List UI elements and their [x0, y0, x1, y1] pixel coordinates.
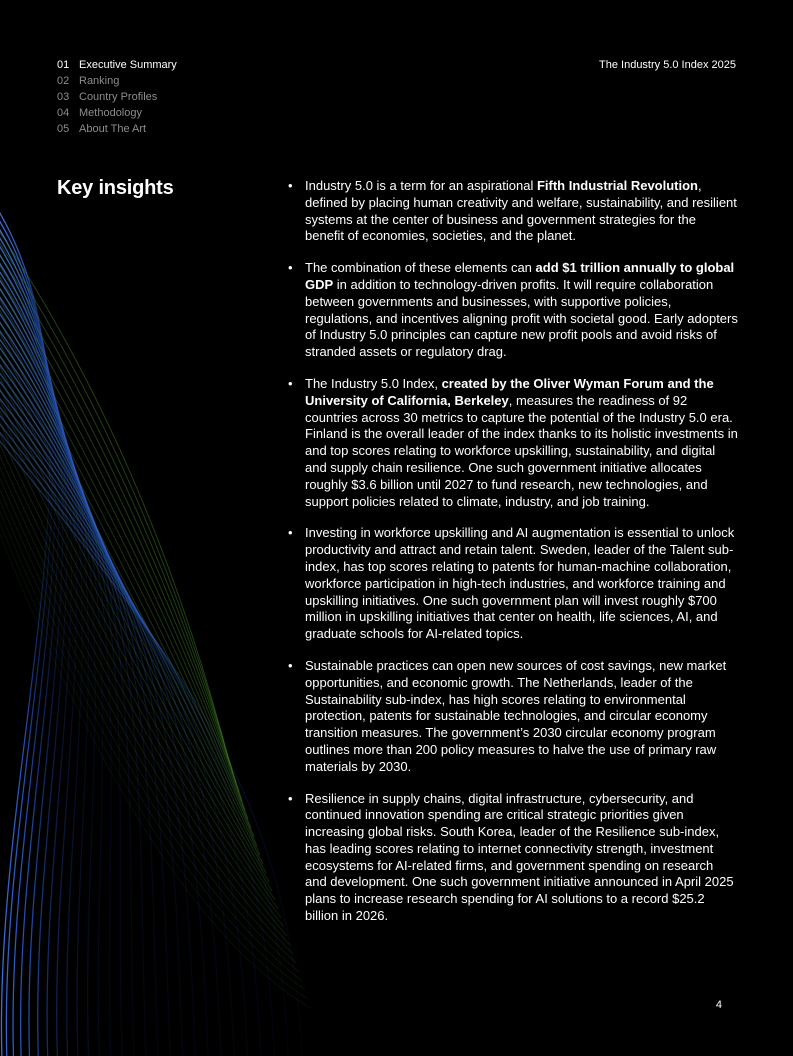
wave-cross-line: [0, 500, 305, 990]
insight-text: , defined by placing human creativity and welfare, sustainability, and resilient systems at the center of business and government strategies for the benefit of economies, societies, and the planet.: [305, 178, 737, 244]
toc-item-label: Executive Summary: [79, 59, 177, 71]
wave-line: [0, 375, 208, 1056]
toc-item-label: About The Art: [79, 123, 147, 135]
insight-text: The Industry 5.0 Index,: [305, 375, 442, 391]
toc-item-about-the-art[interactable]: [57, 121, 177, 137]
insight-item: [288, 525, 738, 643]
report-title: The Industry 5.0 Index 2025: [599, 59, 736, 71]
insight-text: Industry 5.0 is a term for an aspirational: [305, 178, 537, 193]
insight-text: , measures the readiness of 92 countries across 30 metrics to capture the potential of the Industry 5.0 era. Finland is the overall leader of the index thanks to its holistic investments in and top scores relating to workforce upskilling, sustainability, and digital and supply chain resilience. One such government initiative allocates roughly $3.6 billion until 2027 to fund research, new technologies, and support policies related to climate, industry, and job training.: [305, 392, 738, 509]
toc-item-number: 04: [57, 107, 70, 119]
insight-text: Sustainable practices can open new sources of cost savings, new market opportunities, and economic growth. The Netherlands, leader of the Sustainability sub-index, has high scores relating to environmental protection, patents for sustainable technologies, and circular economy transition measures. The government’s 2030 circular economy program outlines more than 200 policy measures to halve the use of primary raw materials by 2030.: [305, 657, 727, 774]
insight-item: [288, 791, 738, 925]
insight-item: [288, 178, 738, 245]
wave-cross-line: [0, 434, 287, 936]
insight-item: [288, 260, 738, 361]
insight-emphasis: Fifth Industrial Revolution: [536, 178, 698, 193]
section-heading: Key insights: [57, 177, 174, 199]
insight-emphasis: created by the Oliver Wyman Forum and the University of California, Berkeley: [305, 375, 714, 408]
insight-text: Investing in workforce upskilling and AI augmentation is essential to unlock productivity and attract and retain talent. Sweden, leader of the Talent sub-index, has top scores relating to patents for human-machine collaboration, workforce participation in high-tech industries, and workforce training and upskilling initiatives. One such government plan will invest roughly $700 million in upskilling initiatives that center on health, life sciences, AI, and graduate schools for AI-related topics.: [305, 525, 735, 642]
toc-item-number: 01: [57, 59, 70, 71]
wave-line: [0, 222, 56, 1056]
insight-text: The combination of these elements can: [305, 260, 536, 276]
insight-text: in addition to technology-driven profits. It will require collaboration between governments and businesses, with supportive policies, regulations, and incentives aligning profit with societal good. Early adopters of Industry 5.0 principles can capture new profit pools and avoid risks of stranded assets or regulatory drag.: [305, 276, 738, 360]
toc-item-number: 03: [57, 91, 70, 103]
key-insights-list: [288, 178, 738, 940]
toc-item-country-profiles[interactable]: [57, 89, 177, 105]
wave-line: [0, 418, 275, 1056]
toc-item-label: Ranking: [79, 75, 120, 87]
insight-item: [288, 658, 738, 776]
toc-item-number: 05: [57, 123, 70, 135]
toc-item-number: 02: [57, 75, 70, 87]
toc-item-label: Country Profiles: [79, 91, 158, 103]
insight-text: Resilience in supply chains, digital infrastructure, cybersecurity, and continued innovation spending are critical strategic priorities given increasing global risks. South Korea, leader of the Resilience sub-index, has leading scores relating to internet connectivity strength, investment ecosystems for AI-related firms, and government spending on research and development. One such government initiative announced in April 2025 plans to increase research spending for AI solutions to a record $25.2 billion in 2026.: [305, 790, 734, 924]
toc-item-label: Methodology: [79, 107, 142, 119]
toc-item-ranking[interactable]: [57, 73, 177, 89]
table-of-contents: [57, 57, 177, 137]
toc-item-methodology[interactable]: [57, 105, 177, 121]
insight-emphasis: add $1 trillion annually to global GDP: [305, 260, 735, 292]
wave-cross-line: [0, 302, 251, 828]
insight-item: [288, 376, 738, 510]
page-number: 4: [715, 999, 722, 1011]
toc-item-executive-summary[interactable]: [57, 57, 177, 73]
